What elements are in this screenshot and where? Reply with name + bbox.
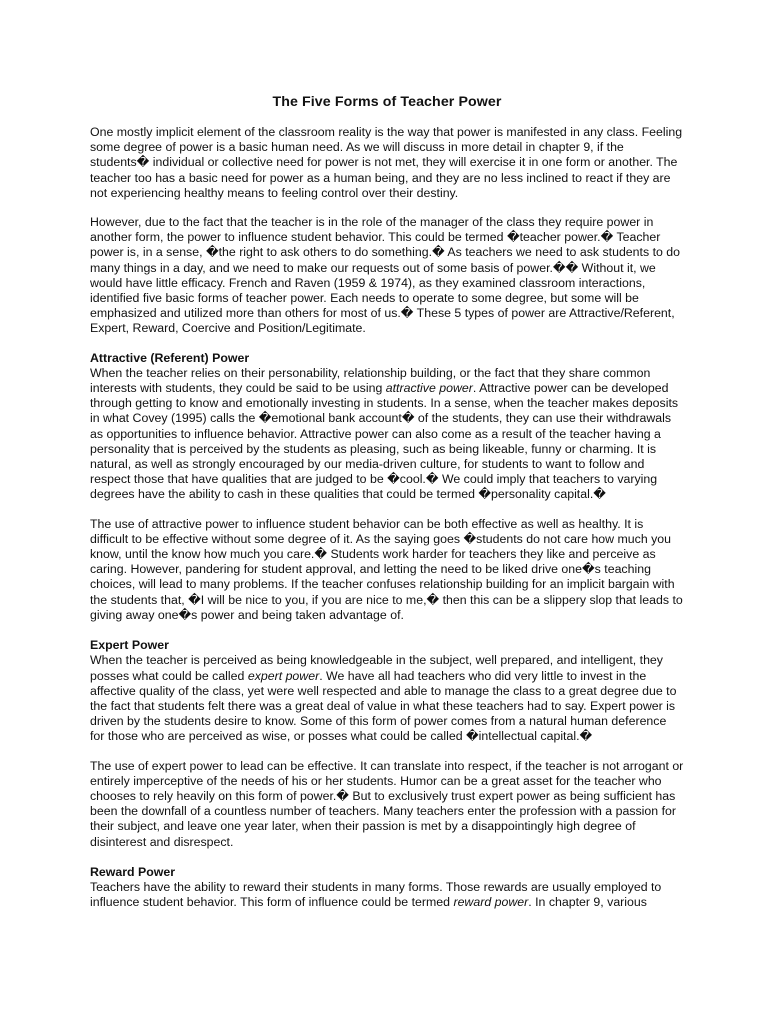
attractive-power-heading: Attractive (Referent) Power (90, 350, 250, 365)
expert-power-heading: Expert Power (90, 638, 169, 653)
reward-text-before: Teachers have the ability to reward their students in many forms. Those rewards are usually employed to influence student behavior. This form of influence could be termed (90, 879, 662, 910)
document-body (90, 94, 684, 925)
reward-power-heading: Reward Power (90, 864, 176, 879)
reward-power-term: reward power (453, 895, 529, 910)
attractive-power-paragraph-1 (90, 351, 684, 503)
power-definition-paragraph: However, due to the fact that the teacher is in the role of the manager of the class they require power in another form, the power to influence student behavior. This could be termed �teacher power.� Teacher power is, in a sense, �the right to ask others to do something.� As teachers we need to ask students to do many things in a day, and we need to make our requests out of some basis of power.�� Without it, we would have little efficacy. French and Raven (1959 & 1974), as they examined classroom interactions, identified five basic forms of teacher power. Each needs to operate to some degree, but some will be emphasized and utilized more than others for most of us.� These 5 types of power are Attractive/Referent, Expert, Reward, Coercive and Position/Legitimate. (90, 215, 681, 336)
reward-power-section (90, 865, 684, 911)
expert-text-after: . We have all had teachers who did very little to invest in the affective quality of the class, yet were well respected and able to manage the class to a great degree due to the fact that students felt there was a great deal of value in what these teachers had to say. Expert power is driven by the students desire to know. Some of this form of power comes from a natural human deference for those who are perceived as wise, or posses what could be called �intellectual capital.� (90, 668, 677, 744)
reward-power-paragraph-1 (90, 865, 684, 911)
attractive-power-section (90, 351, 684, 623)
expert-power-paragraph-2: The use of expert power to lead can be effective. It can translate into respect, if the teacher is not arrogant or entirely imperceptive of the needs of his or her students. Humor can be a great asset for the teacher who chooses to rely heavily on this form of power.� But to exclusively trust expert power as being sufficient has been the downfall of a countless number of teachers. Many teachers enter the profession with a passion for their subject, and leave one year later, when their passion is met by a disappointingly high degree of disinterest and disrespect. (90, 758, 684, 849)
attractive-text-before: When the teacher relies on their personability, relationship building, or the fact that they share common interests with students, they could be said to be using (90, 365, 651, 396)
expert-power-paragraph-1 (90, 638, 684, 744)
expert-power-section (90, 638, 684, 850)
page-title: The Five Forms of Teacher Power (272, 94, 502, 110)
expert-text-before: When the teacher is perceived as being knowledgeable in the subject, well prepared, and intelligent, they posses what could be called (90, 653, 663, 683)
attractive-power-paragraph-2: The use of attractive power to influence student behavior can be both effective as well as healthy. It is difficult to be effective without some degree of it. As the saying goes �students do not care how much you know, until the know how much you care.� Students work harder for teachers they like and perceive as caring. However, pandering for student approval, and letting the need to be liked drive one�s teaching choices, will lead to many problems. If the teacher confuses relationship building for an implicit bargain with the students that, �I will be nice to you, if you are nice to me,� then this can be a slippery slop that leads to giving away one�s power and being taken advantage of. (90, 516, 683, 622)
intro-paragraph: One mostly implicit element of the classroom reality is the way that power is manifested in any class. Feeling some degree of power is a basic human need. As we will discuss in more detail in chapter 9, if the students� individual or collective need for power is not met, they will exercise it in one form or another. The teacher too has a basic need for power as a human being, and they are no less inclined to react if they are not experiencing healthy means to feeling control over their destiny. (90, 125, 683, 200)
reward-text-after: . In chapter 9, various (528, 895, 647, 910)
attractive-power-term: attractive power (385, 381, 473, 396)
attractive-text-after: . Attractive power can be developed through getting to know and emotionally investing in students. In a sense, when the teacher makes deposits in what Covey (1995) calls the �emotional bank account� of the students, they can use their withdrawals as opportunities to influence behavior. Attractive power can also come as a result of the teacher having a personality that is perceived by the students as pleasing, such as being likeable, funny or charming. It is natural, as well as strongly encouraged by our media-driven culture, for students to want to follow and respect those that have qualities that are judged to be �cool.� We could imply that teachers to varying degrees have the ability to cash in these qualities that could be termed �personality capital.� (90, 381, 679, 502)
expert-power-term: expert power (247, 668, 320, 683)
